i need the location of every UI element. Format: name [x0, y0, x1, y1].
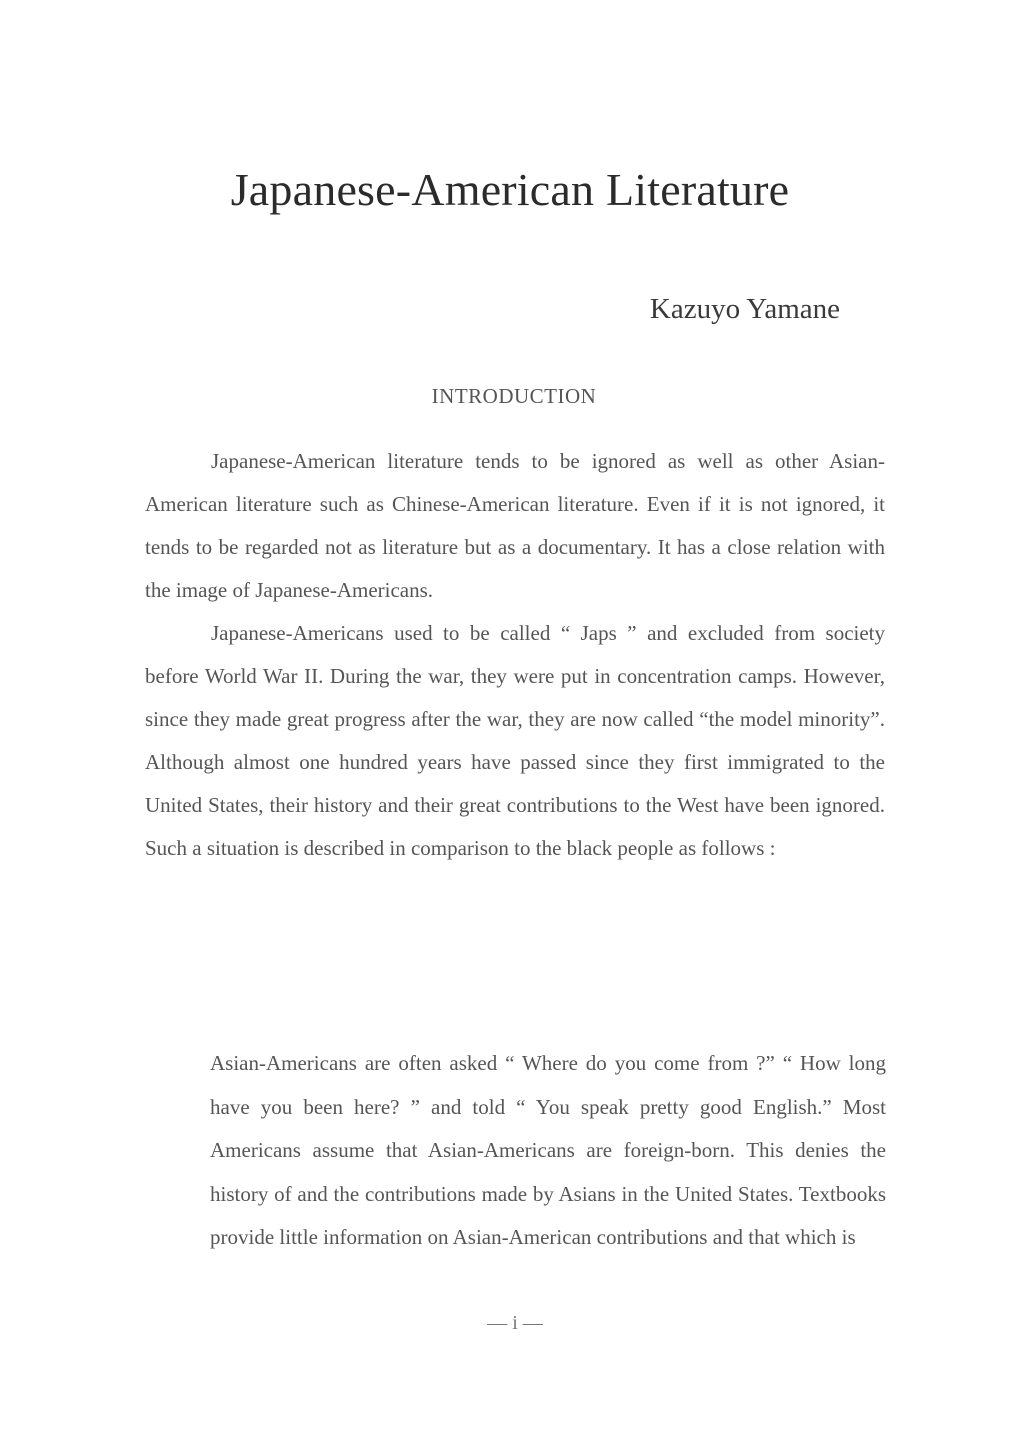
article-title: Japanese-American Literature [230, 164, 790, 215]
paragraph-2: Japanese-Americans used to be called “ Japs ” and excluded from society before World War II. During the war, they were put in concentration camps. However, since they made great progress after the war, they are now called “the model minority”. Although almost one hundred years have passed since they first immigrated to the United States, their history and their great contributions to the West have been ignored. Such a situation is described in comparison to the black people as follows : [145, 621, 885, 860]
page-number: — i — [487, 1312, 543, 1334]
author-name: Kazuyo Yamane [649, 293, 840, 325]
block-quote-text: Asian-Americans are often asked “ Where do you come from ?” “ How long have you been here? ” and told “ You speak pretty good English.” Most Americans assume that Asian-Americans are foreign-born. This denies the history of and the contributions made by Asians in the United States. Textbooks provide little information on Asian-American contributions and that which is [210, 1051, 886, 1249]
paragraph-1: Japanese-American literature tends to be ignored as well as other Asian-American literature such as Chinese-American literature. Even if it is not ignored, it tends to be regarded not as literature but as a documentary. It has a close relation with the image of Japanese-Americans. [145, 449, 885, 602]
block-quote [210, 1042, 886, 1260]
section-heading: INTRODUCTION [431, 384, 597, 408]
body-text [145, 440, 885, 870]
